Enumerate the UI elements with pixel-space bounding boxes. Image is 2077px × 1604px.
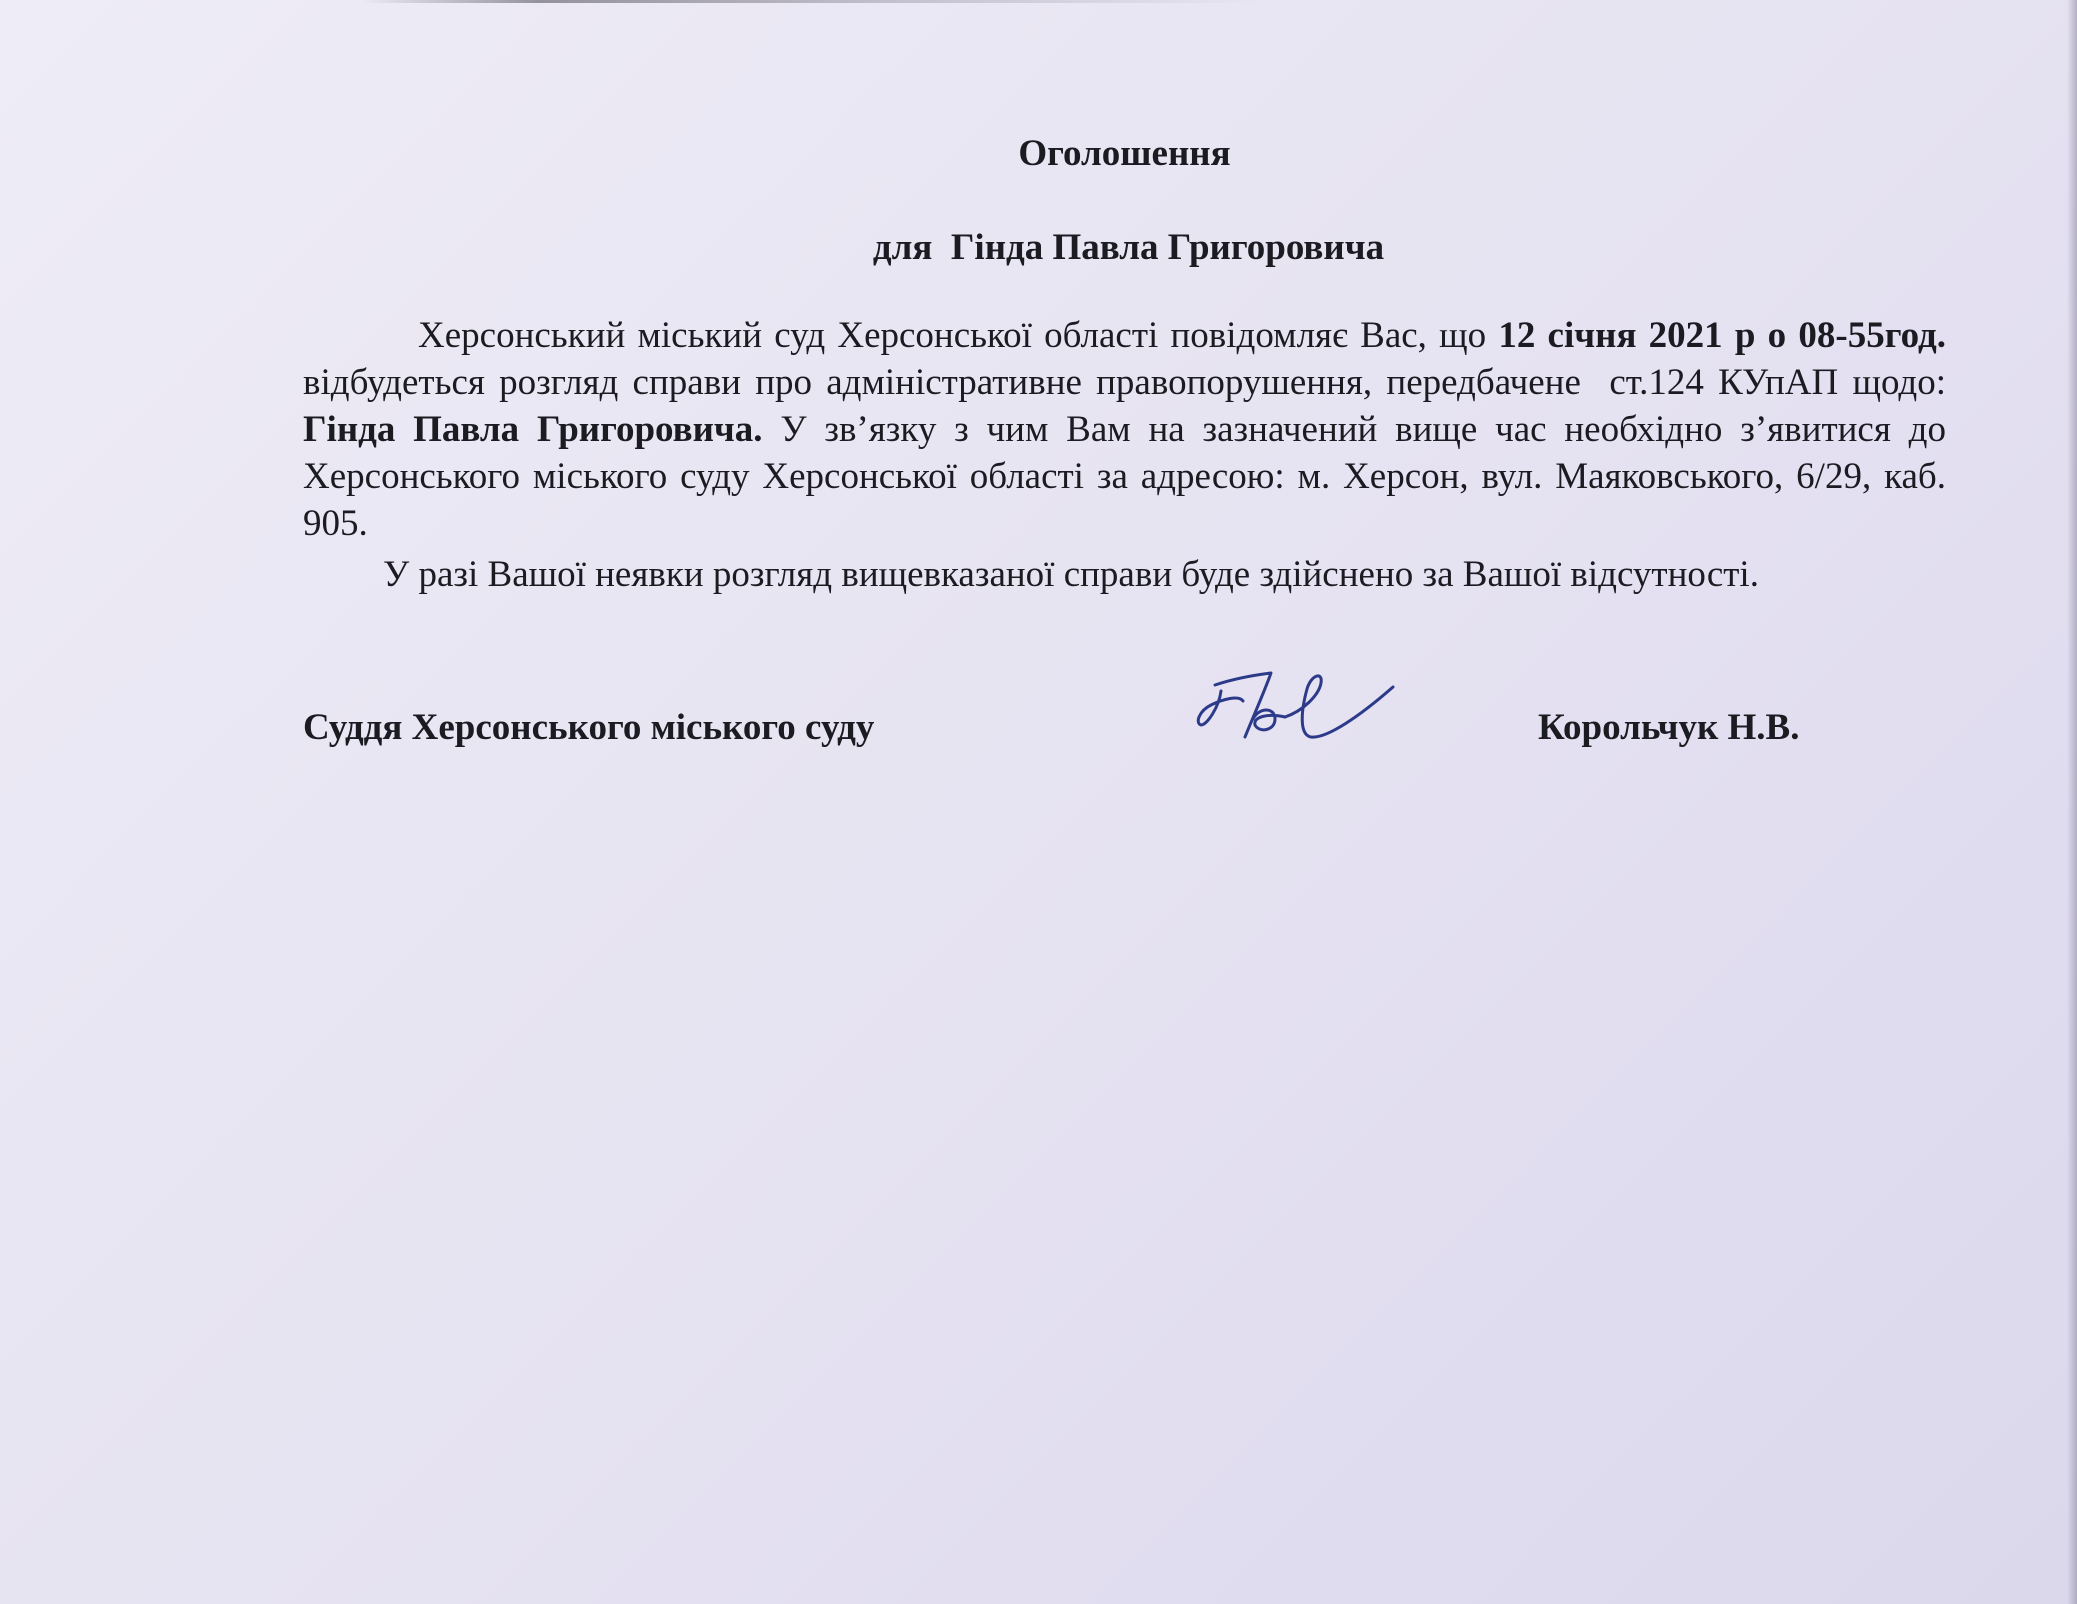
notice-text-part-3: У зв’язку з чим Вам на зазначений вище час необхідно з’явитися до Херсонського міського суду Херсонської області за адресою: м. Херсон, вул. Маяковського, 6/29, каб. 905. (303, 409, 1946, 544)
notice-text-part-1: Херсонський міський суд Херсонської області повідомляє Вас, що (418, 315, 1499, 356)
notice-paragraph (303, 312, 1956, 547)
handwritten-signature (1193, 655, 1403, 755)
hearing-date-time: 12 січня 2021 р о 08-55год. (1498, 315, 1946, 356)
person-name: Гінда Павла Григоровича. (303, 409, 763, 450)
document-title: Оголошення (1018, 133, 1231, 174)
notice-text-part-2: відбудеться розгляд справи про адміністративне правопорушення, передбачене ст.124 КУпАП щодо: (303, 315, 1956, 403)
document-subtitle: для Гінда Павла Григоровича (872, 227, 1385, 268)
judge-name: Корольчук Н.В. (1538, 707, 1800, 748)
scan-edge-mark (360, 0, 1260, 3)
document-body (303, 312, 1956, 598)
judge-title: Суддя Херсонського міського суду (303, 707, 875, 748)
signature-block (303, 700, 1946, 790)
absence-paragraph: У разі Вашої неявки розгляд вищевказаної справи буде здійснено за Вашої відсутності. (383, 554, 1759, 595)
